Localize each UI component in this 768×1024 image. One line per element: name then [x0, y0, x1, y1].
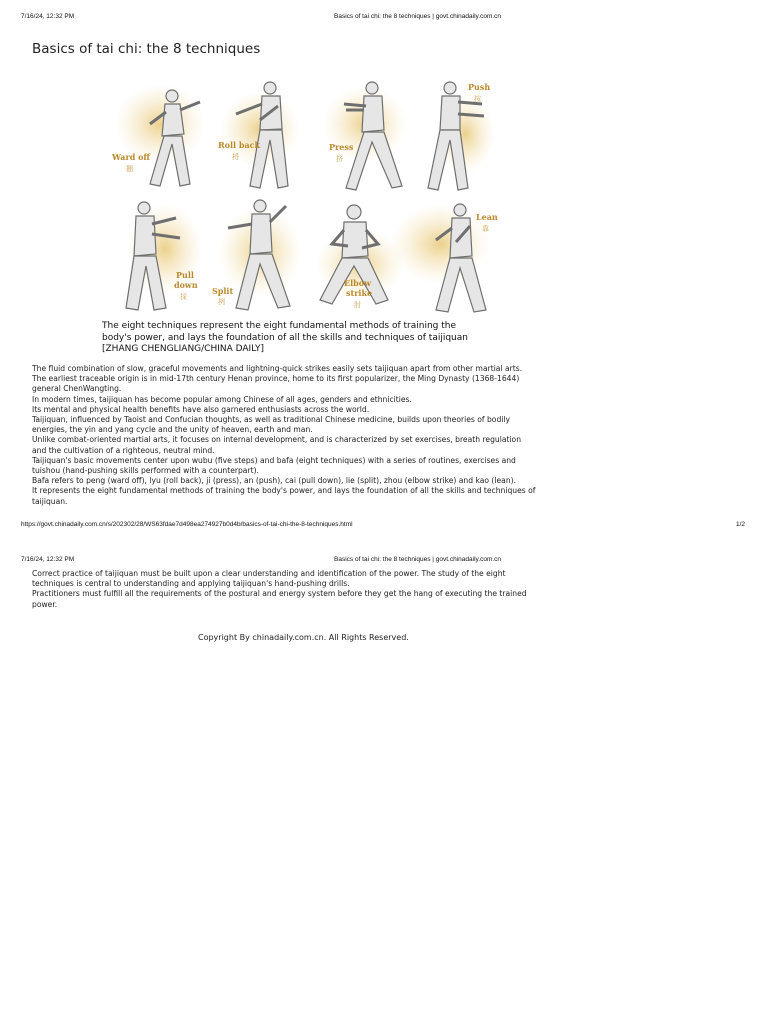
body-line: techniques is central to understanding and applying taijiquan's hand-pushing drills.: [32, 579, 350, 589]
body-line: Bafa refers to peng (ward off), lyu (roll back), ji (press), an (push), cai (pull down), lie (split), zhou (elbow strike) and kao (lean).: [32, 476, 517, 486]
label-lean-zh: 靠: [482, 225, 489, 233]
tai-chi-figures-svg: [110, 74, 500, 314]
label-ward-off: Ward off: [112, 152, 150, 162]
print-header-page2: [0, 556, 768, 568]
article-body-page1: [32, 364, 592, 507]
print-datetime: 7/16/24, 12:32 PM: [21, 13, 75, 20]
label-roll-back: Roll back: [218, 140, 261, 150]
caption-line: body's power, and lays the foundation of all the skills and techniques of taijiquan: [102, 332, 468, 343]
caption-line: The eight techniques represent the eight fundamental methods of training the: [102, 321, 457, 331]
print-datetime: 7/16/24, 12:32 PM: [21, 556, 75, 563]
body-line: Practitioners must fulfill all the requirements of the postural and energy system before they get the hang of executing the trained: [32, 589, 527, 599]
label-split: Split: [212, 286, 234, 296]
caption-credit: [ZHANG CHENGLIANG/CHINA DAILY]: [102, 344, 265, 354]
label-press-zh: 挤: [336, 155, 343, 163]
body-line: Unlike combat-oriented martial arts, it focuses on internal development, and is characterized by set exercises, breath regulation: [32, 435, 522, 445]
label-elbow: Elbow: [344, 278, 371, 288]
body-line: and the cultivation of a righteous, neutral mind.: [32, 445, 215, 455]
label-pull-down-zh: 採: [180, 293, 187, 301]
print-page-title: Basics of tai chi: the 8 techniques | govt.chinadaily.com.cn: [334, 556, 502, 563]
print-url: https://govt.chinadaily.com.cn/s/202302/28/WS63fdae7d498ea274927b0d4b/basics-of-tai-chi-the-8-techniques.html: [21, 521, 353, 528]
body-line: The earliest traceable origin is in mid-17th century Henan province, home to its first popularizer, the Ming Dynasty (1368-1644): [32, 374, 520, 384]
label-press: Press: [329, 142, 354, 152]
label-pull-down: down: [174, 280, 198, 290]
copyright-notice: Copyright By chinadaily.com.cn. All Rights Reserved.: [198, 633, 409, 642]
tai-chi-illustration: [110, 74, 500, 314]
figure-caption: [102, 321, 502, 356]
label-ward-off-zh: 掤: [126, 165, 133, 173]
body-line: Taijiquan, influenced by Taoist and Confucian thoughts, as well as traditional Chinese medicine, builds upon theories of bodily: [32, 415, 510, 425]
body-line: general ChenWangting.: [32, 384, 122, 394]
body-line: taijiquan.: [32, 496, 68, 506]
body-line: The fluid combination of slow, graceful movements and lightning-quick strikes easily sets taijiquan apart from other martial arts.: [32, 364, 523, 373]
body-line: Its mental and physical health benefits have also garnered enthusiasts across the world.: [32, 404, 370, 414]
body-line: power.: [32, 599, 58, 609]
article-body-page2: [32, 569, 592, 610]
label-roll-back-zh: 捋: [232, 153, 239, 161]
body-line: It represents the eight fundamental methods of training the body's power, and lays the foundation of all the skills and techniques of: [32, 486, 536, 496]
label-push-zh: 按: [474, 95, 481, 103]
body-line: tuishou (hand-pushing skills performed with a counterpart).: [32, 466, 259, 476]
label-elbow-strike: strike: [346, 288, 373, 298]
label-elbow-strike-zh: 肘: [354, 301, 361, 309]
label-lean: Lean: [476, 212, 498, 222]
print-page-number: 1/2: [736, 521, 746, 528]
label-split-zh: 挒: [218, 298, 225, 306]
label-pull: Pull: [176, 270, 194, 280]
body-line: Correct practice of taijiquan must be built upon a clear understanding and identification of the power. The study of the eight: [32, 569, 506, 578]
body-line: Taijiquan's basic movements center upon wubu (five steps) and bafa (eight techniques) with a series of routines, exercises and: [32, 455, 516, 465]
print-page-title: Basics of tai chi: the 8 techniques | govt.chinadaily.com.cn: [334, 13, 502, 20]
body-line: In modern times, taijiquan has become popular among Chinese of all ages, genders and ethnicities.: [32, 394, 412, 404]
label-push: Push: [468, 82, 491, 92]
body-line: energies, the yin and yang cycle and the unity of heaven, earth and man.: [32, 425, 313, 435]
article-title: Basics of tai chi: the 8 techniques: [32, 41, 261, 57]
print-header: [0, 13, 768, 25]
print-footer: [0, 521, 768, 533]
